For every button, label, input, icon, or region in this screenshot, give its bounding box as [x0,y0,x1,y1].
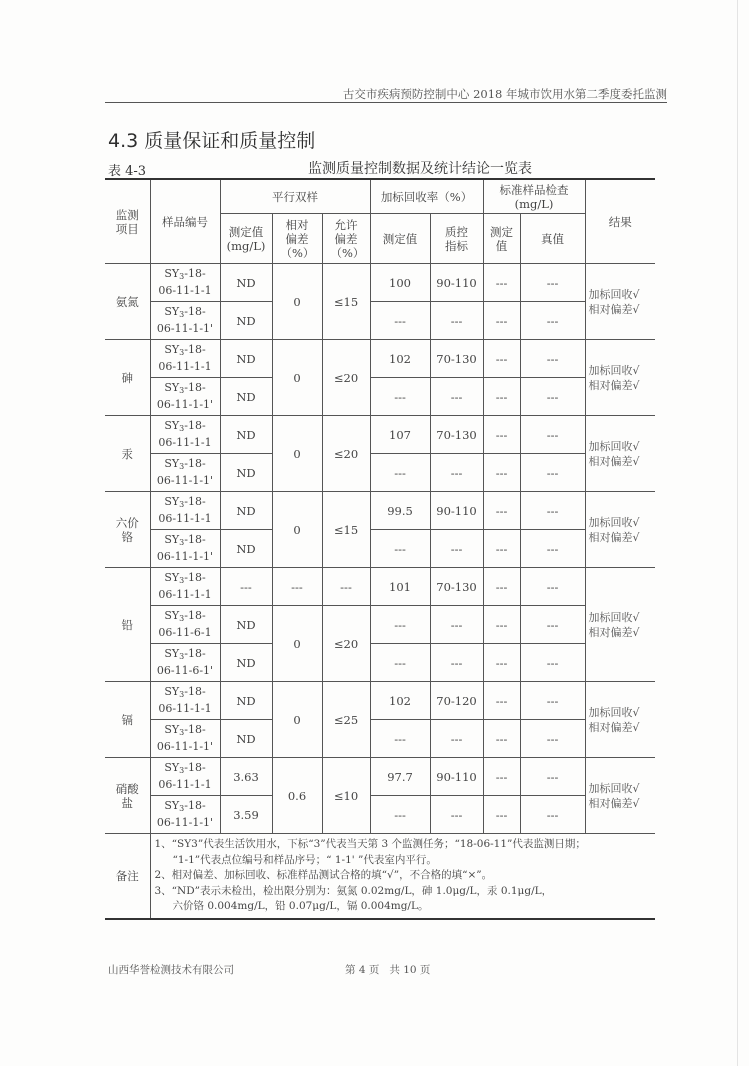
note-line: 3、“ND”表示未检出，检出限分别为：氨氮 0.02mg/L，砷 1.0μg/L，汞 0.1μg/L， [154,884,553,897]
spike-value-cell: 100 [370,264,430,302]
std-true-cell: --- [520,758,585,796]
item-name-cell: 氨氮 [105,264,150,340]
result-line: 相对偏差√ [588,720,640,734]
rel-dev-cell: 0 [272,606,322,682]
spike-value-cell: --- [370,378,430,416]
std-measured-cell: --- [483,682,520,720]
std-true-cell: --- [520,416,585,454]
header-p-allow-dev: 允许偏差（%） [322,214,370,264]
table-row [105,644,655,682]
spike-value-cell: --- [370,796,430,834]
std-measured-cell: --- [483,720,520,758]
sample-id-prefix: $SY_3-18-$ [164,343,206,357]
measured-cell: 3.63 [220,758,272,796]
result-line: 加标回收√ [588,287,640,301]
measured-cell: ND [220,606,272,644]
header-p-rel-dev: 相对偏差（%） [272,214,322,264]
result-cell [585,340,655,416]
qc-index-cell: --- [430,644,483,682]
sample-id-prefix: $SY_3-18-$ [164,419,206,433]
table-row [105,682,655,720]
measured-cell: ND [220,302,272,340]
std-true-cell: --- [520,492,585,530]
allow-dev-cell: ≤10 [322,758,370,834]
spike-value-cell: 97.7 [370,758,430,796]
sample-id-prefix: $SY_3-18-$ [164,647,206,661]
result-cell [585,682,655,758]
sample-id-cell [150,264,220,302]
qc-index-cell: 70-120 [430,682,483,720]
table-row [105,568,655,606]
table-row [105,796,655,834]
sample-id-prefix: $SY_3-18-$ [164,267,206,281]
item-name-cell: 汞 [105,416,150,492]
allow-dev-cell: ≤15 [322,492,370,568]
sample-id-cell [150,644,220,682]
result-line: 加标回收√ [588,439,640,453]
allow-dev-cell: ≤20 [322,606,370,682]
table-row [105,720,655,758]
allow-dev-cell: ≤15 [322,264,370,340]
table-label: 表 4-3 [108,164,147,179]
qc-index-cell: 70-130 [430,340,483,378]
std-true-cell: --- [520,302,585,340]
result-cell [585,568,655,682]
header-std-measured: 测定值 [483,214,520,264]
result-line: 相对偏差√ [588,454,640,468]
header-result: 结果 [585,179,655,264]
sample-id-cell [150,302,220,340]
item-name-cell: 六价铬 [105,492,150,568]
std-measured-cell: --- [483,644,520,682]
sample-id-suffix: 06-11-1-1 [158,284,212,297]
spike-value-cell: --- [370,644,430,682]
sample-id-suffix: 06-11-1-1' [156,816,214,829]
qc-index-cell: 90-110 [430,264,483,302]
spike-value-cell: --- [370,720,430,758]
spike-value-cell: --- [370,606,430,644]
qc-index-cell: --- [430,720,483,758]
sample-id-suffix: 06-11-1-1' [156,398,214,411]
sample-id-prefix: $SY_3-18-$ [164,457,206,471]
table-row [105,454,655,492]
table-title: 监测质量控制数据及统计结论一览表 [308,161,532,177]
sample-id-prefix: $SY_3-18-$ [164,609,206,623]
measured-cell: ND [220,454,272,492]
footer-company: 山西华誉检测技术有限公司 [108,964,234,976]
measured-cell: ND [220,340,272,378]
measured-cell: ND [220,416,272,454]
sample-id-cell [150,606,220,644]
qc-index-cell: --- [430,302,483,340]
spike-value-cell: --- [370,302,430,340]
measured-cell: 3.59 [220,796,272,834]
rel-dev-cell: 0 [272,264,322,340]
table-row [105,758,655,796]
sample-id-prefix: $SY_3-18-$ [164,495,206,509]
qc-index-cell: 70-130 [430,416,483,454]
qc-index-cell: --- [430,454,483,492]
rel-dev-cell: 0 [272,682,322,758]
running-header: 古交市疾病预防控制中心 2018 年城市饮用水第二季度委托监测 [105,86,667,103]
result-cell [585,264,655,340]
measured-cell: ND [220,530,272,568]
result-line: 相对偏差√ [588,302,640,316]
table-row [105,416,655,454]
header-std-true: 真值 [520,214,585,264]
std-true-cell: --- [520,378,585,416]
qc-index-cell: --- [430,530,483,568]
std-measured-cell: --- [483,454,520,492]
std-measured-cell: --- [483,378,520,416]
header-s-qc-index: 质控指标 [430,214,483,264]
table-row [105,264,655,302]
sample-id-cell [150,758,220,796]
measured-cell: ND [220,378,272,416]
result-line: 相对偏差√ [588,530,640,544]
std-true-cell: --- [520,568,585,606]
std-true-cell: --- [520,454,585,492]
allow-dev-cell: ≤20 [322,340,370,416]
sample-id-cell [150,530,220,568]
result-cell [585,492,655,568]
std-measured-cell: --- [483,758,520,796]
sample-id-cell [150,720,220,758]
note-line: “1-1”代表点位编号和样品序号；“ 1-1' ”代表室内平行。 [172,853,437,866]
sample-id-suffix: 06-11-1-1' [156,740,214,753]
sample-id-cell [150,378,220,416]
measured-cell: ND [220,264,272,302]
sample-id-prefix: $SY_3-18-$ [164,571,206,585]
notes-label: 备注 [105,834,150,919]
std-true-cell: --- [520,796,585,834]
sample-id-suffix: 06-11-1-1 [158,360,212,373]
measured-cell: --- [220,568,272,606]
measured-cell: ND [220,720,272,758]
std-true-cell: --- [520,264,585,302]
footer-page-info: 第 4 页 共 10 页 [345,964,431,976]
result-line: 加标回收√ [588,610,640,624]
std-measured-cell: --- [483,606,520,644]
sample-id-suffix: 06-11-1-1 [158,512,212,525]
table-row [105,606,655,644]
sample-id-cell [150,796,220,834]
header-standard: 标准样品检查(mg/L) [483,179,585,214]
sample-id-suffix: 06-11-1-1 [158,778,212,791]
spike-value-cell: --- [370,530,430,568]
spike-value-cell: 101 [370,568,430,606]
item-name-cell: 砷 [105,340,150,416]
header-sample-id: 样品编号 [150,179,220,264]
rel-dev-cell: 0.6 [272,758,322,834]
sample-id-cell [150,568,220,606]
std-measured-cell: --- [483,302,520,340]
sample-id-suffix: 06-11-1-1' [156,474,214,487]
section-title: 4.3 质量保证和质量控制 [108,130,316,152]
notes-row [105,834,655,919]
rel-dev-cell: 0 [272,340,322,416]
table-row [105,340,655,378]
std-measured-cell: --- [483,340,520,378]
std-true-cell: --- [520,682,585,720]
std-true-cell: --- [520,340,585,378]
sample-id-prefix: $SY_3-18-$ [164,305,206,319]
qc-index-cell: --- [430,378,483,416]
spike-value-cell: 102 [370,340,430,378]
std-measured-cell: --- [483,530,520,568]
result-line: 相对偏差√ [588,378,640,392]
header-parallel: 平行双样 [220,179,370,214]
result-line: 相对偏差√ [588,796,640,810]
spike-value-cell: 99.5 [370,492,430,530]
item-name-cell: 硝酸盐 [105,758,150,834]
sample-id-suffix: 06-11-1-1' [156,322,214,335]
qc-index-cell: --- [430,796,483,834]
sample-id-cell [150,340,220,378]
qc-index-cell: 70-130 [430,568,483,606]
result-line: 加标回收√ [588,705,640,719]
rel-dev-cell: 0 [272,492,322,568]
sample-id-suffix: 06-11-1-1 [158,436,212,449]
table-row [105,378,655,416]
sample-id-suffix: 06-11-1-1' [156,550,214,563]
std-measured-cell: --- [483,492,520,530]
header-p-measured: 测定值(mg/L) [220,214,272,264]
sample-id-suffix: 06-11-1-1 [158,702,212,715]
result-line: 加标回收√ [588,363,640,377]
sample-id-cell [150,416,220,454]
measured-cell: ND [220,682,272,720]
spike-value-cell: 102 [370,682,430,720]
header-s-measured: 测定值 [370,214,430,264]
qc-index-cell: --- [430,606,483,644]
qc-index-cell: 90-110 [430,758,483,796]
spike-value-cell: --- [370,454,430,492]
allow-dev-cell: ≤20 [322,416,370,492]
sample-id-prefix: $SY_3-18-$ [164,381,206,395]
result-cell [585,416,655,492]
rel-dev-cell: 0 [272,416,322,492]
result-line: 加标回收√ [588,515,640,529]
sample-id-prefix: $SY_3-18-$ [164,761,206,775]
header-item: 监测项目 [105,179,150,264]
std-measured-cell: --- [483,796,520,834]
sample-id-suffix: 06-11-6-1 [158,626,212,639]
std-true-cell: --- [520,530,585,568]
result-line: 相对偏差√ [588,625,640,639]
allow-dev-cell: --- [322,568,370,606]
result-cell [585,758,655,834]
std-measured-cell: --- [483,416,520,454]
sample-id-prefix: $SY_3-18-$ [164,685,206,699]
sample-id-cell [150,682,220,720]
allow-dev-cell: ≤25 [322,682,370,758]
std-true-cell: --- [520,720,585,758]
notes-cell [150,834,655,919]
spike-value-cell: 107 [370,416,430,454]
sample-id-suffix: 06-11-1-1 [158,588,212,601]
measured-cell: ND [220,492,272,530]
qc-table [105,178,655,920]
table-row [105,530,655,568]
std-true-cell: --- [520,606,585,644]
result-line: 加标回收√ [588,781,640,795]
item-name-cell: 铅 [105,568,150,682]
scan-edge-line [737,0,738,1066]
table-row [105,492,655,530]
note-line: 六价铬 0.004mg/L，铅 0.07μg/L，镉 0.004mg/L。 [172,900,429,912]
sample-id-prefix: $SY_3-18-$ [164,723,206,737]
sample-id-suffix: 06-11-6-1' [156,664,214,677]
sample-id-prefix: $SY_3-18-$ [164,533,206,547]
header-spike: 加标回收率（%） [370,179,483,214]
std-measured-cell: --- [483,264,520,302]
std-measured-cell: --- [483,568,520,606]
item-name-cell: 镉 [105,682,150,758]
table-row [105,302,655,340]
rel-dev-cell: --- [272,568,322,606]
sample-id-cell [150,492,220,530]
measured-cell: ND [220,644,272,682]
sample-id-prefix: $SY_3-18-$ [164,799,206,813]
note-line: 1、“SY3”代表生活饮用水，下标“3”代表当天第 3 个监测任务；“18-06-11”代表监测日期； [154,838,586,850]
std-true-cell: --- [520,644,585,682]
note-line: 2、相对偏差、加标回收、标准样品测试合格的填“√”，不合格的填“×”。 [154,869,493,881]
qc-index-cell: 90-110 [430,492,483,530]
sample-id-cell [150,454,220,492]
